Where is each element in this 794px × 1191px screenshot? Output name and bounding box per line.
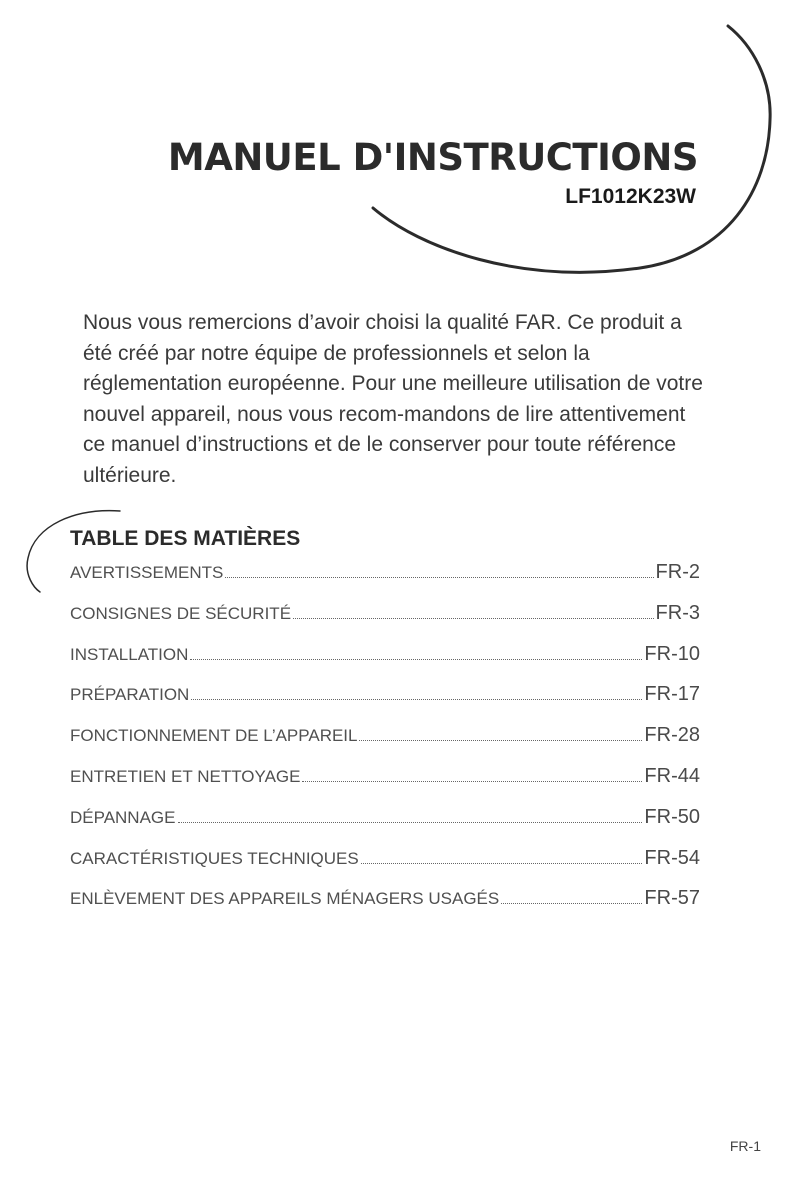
toc-item-avertissements[interactable] [70, 561, 700, 602]
toc-leader-dots [359, 740, 642, 741]
toc-item-label: ENTRETIEN ET NETTOYAGE [70, 766, 301, 786]
toc-heading: TABLE DES MATIÈRES [70, 527, 301, 550]
toc-item-label: AVERTISSEMENTS [70, 563, 224, 582]
toc-item-label: FONCTIONNEMENT DE L’APPAREIL [70, 726, 358, 746]
toc-item-installation[interactable] [70, 643, 700, 684]
toc-item-label: ENLÈVEMENT DES APPAREILS MÉNAGERS USAGÉS [70, 889, 500, 909]
toc-item-label: DÉPANNAGE [70, 807, 176, 827]
toc-item-enlevement[interactable] [70, 887, 700, 928]
toc-item-entretien-nettoyage[interactable] [70, 765, 700, 806]
toc-item-label: CONSIGNES DE SÉCURITÉ [70, 603, 292, 623]
toc-item-page: FR-3 [655, 601, 700, 624]
toc-item-label: CARACTÉRISTIQUES TECHNIQUES [70, 848, 359, 868]
toc-item-consignes-securite[interactable] [70, 602, 700, 643]
toc-item-label: INSTALLATION [70, 644, 189, 664]
toc-item-preparation[interactable] [70, 683, 700, 724]
toc-item-page: FR-54 [644, 846, 700, 869]
toc-item-page: FR-10 [644, 642, 700, 665]
toc-item-page: FR-50 [644, 805, 700, 828]
toc-item-page: FR-28 [644, 724, 700, 747]
toc-leader-dots [191, 699, 642, 700]
toc-item-page: FR-44 [644, 764, 700, 787]
intro-paragraph: Nous vous remercions d’avoir choisi la qualité FAR. Ce produit a été créé par notre équipe de professionnels et selon la réglementation européenne. Pour une meilleure utilisation de votre nouvel appareil, nous vous recom-mandons de lire attentivement ce manuel d’instructions et de le conserver pour toute référence ultérieure. [83, 311, 703, 487]
toc-item-label: PRÉPARATION [70, 685, 190, 705]
manual-title: MANUEL D'INSTRUCTIONS [167, 136, 698, 179]
toc-item-page: FR-2 [655, 561, 700, 583]
toc-item-page: FR-57 [644, 887, 700, 910]
toc-leader-dots [361, 863, 643, 864]
table-of-contents [70, 561, 700, 928]
toc-leader-dots [302, 781, 642, 782]
toc-item-caracteristiques[interactable] [70, 847, 700, 888]
toc-leader-dots [225, 577, 653, 578]
toc-leader-dots [178, 822, 643, 823]
model-number: LF1012K23W [565, 185, 696, 208]
toc-leader-dots [501, 903, 642, 904]
page-number: FR-1 [729, 1138, 761, 1154]
toc-leader-dots [190, 659, 642, 660]
toc-item-depannage[interactable] [70, 806, 700, 847]
toc-item-page: FR-17 [644, 683, 700, 706]
toc-item-fonctionnement[interactable] [70, 724, 700, 765]
toc-leader-dots [293, 618, 654, 619]
